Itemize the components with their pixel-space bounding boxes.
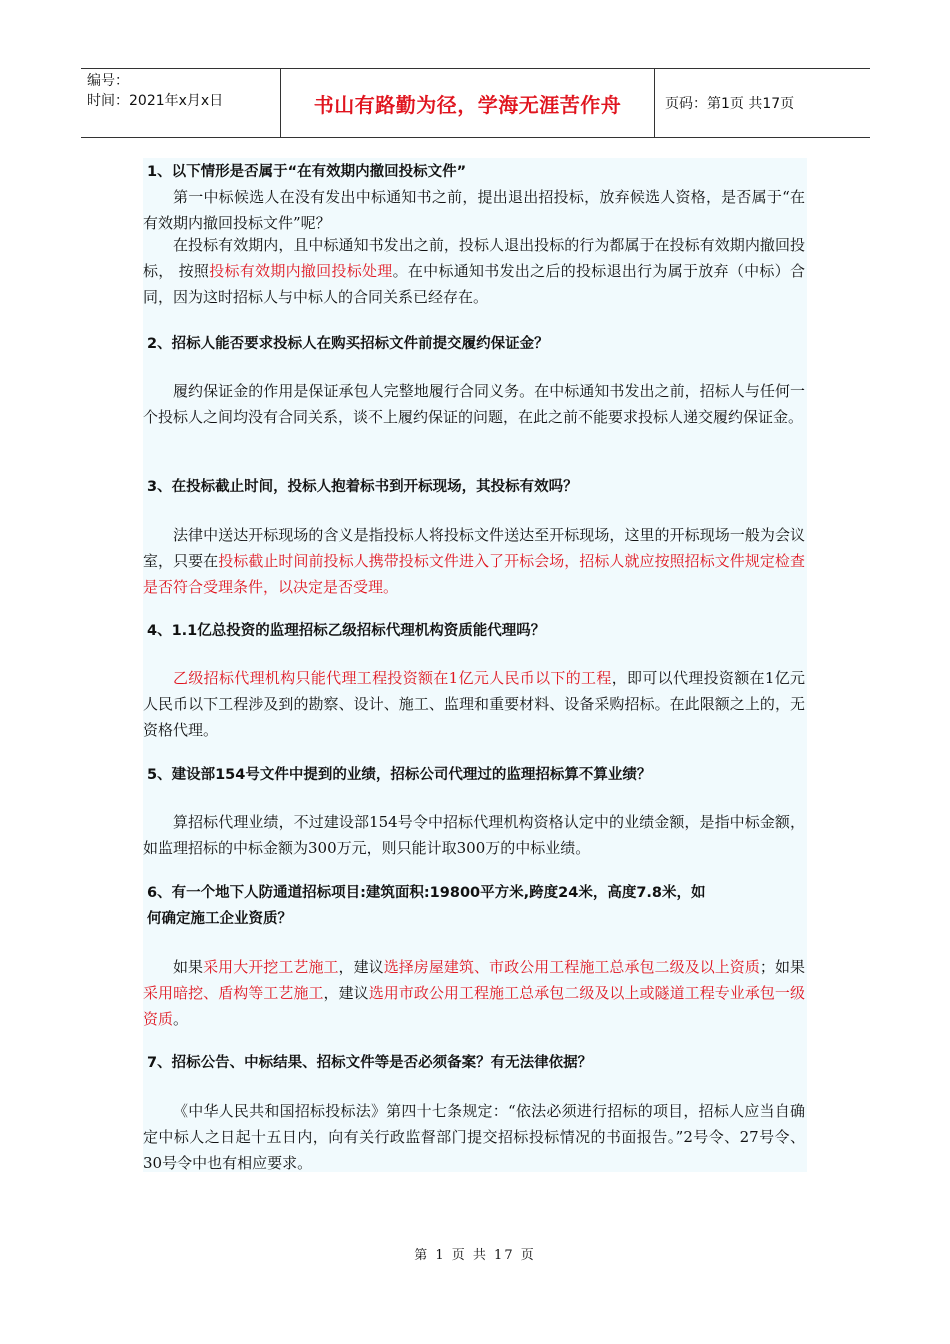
- text-span: 法律中送达开标现场的含义是指投标人将投标文件送达至开标现场，这里的开标现场一般为会议室，只要在: [143, 526, 805, 570]
- section-7-paragraph-1: 《中华人民共和国招标投标法》第四十七条规定：“依法必须进行招标的项目，招标人应当自确定中标人之日起十五日内，向有关行政监督部门提交招标投标情况的书面报告。”2号令、27号令、30号令中也有相应要求。: [143, 1102, 805, 1172]
- highlighted-text: 乙级招标代理机构只能代理工程投资额在1亿元人民币以下的工程: [173, 669, 612, 687]
- page-footer: 第 1 页 共 17 页: [414, 1248, 536, 1263]
- text-span: 在投标有效期内，且中标通知书发出之前，投标人退出投标的行为都属于在投标有效期内撤回投标， 按照: [143, 236, 805, 280]
- section-1-paragraph-2: [143, 232, 805, 310]
- text-span: 。在中标通知书发出之后的投标退出行为属于放弃（中标）合同，因为这时招标人与中标人的合同关系已经存在。: [143, 262, 805, 306]
- section-1-title: 1、以下情形是否属于“在有效期内撤回投标文件”: [147, 164, 467, 180]
- text-span: ；如果: [759, 958, 805, 976]
- section-1-paragraph-1: 第一中标候选人在没有发出中标通知书之前，提出退出招投标，放弃候选人资格，是否属于“在有效期内撤回投标文件”呢？: [143, 188, 805, 232]
- section-2-paragraph-1: 履约保证金的作用是保证承包人完整地履行合同义务。在中标通知书发出之前，招标人与任何一个投标人之间均没有合同关系，谈不上履约保证的问题，在此之前不能要求投标人递交履约保证金。: [143, 382, 805, 426]
- section-3-title: 3、在投标截止时间，投标人抱着标书到开标现场，其投标有效吗？: [147, 479, 578, 495]
- text-span: 。: [173, 1010, 189, 1028]
- section-2-title: 2、招标人能否要求投标人在购买招标文件前提交履约保证金？: [147, 336, 549, 352]
- document-number-label: 编号：: [87, 73, 129, 89]
- document-body: [143, 158, 807, 1172]
- highlighted-text: 采用暗挖、盾构等工艺施工: [143, 984, 324, 1002]
- document-date: 时间：2021年x月x日: [87, 93, 224, 109]
- highlighted-text: 投标有效期内撤回投标处理: [209, 262, 393, 280]
- text-span: 如果: [173, 958, 204, 976]
- section-5-title: 5、建设部154号文件中提到的业绩，招标公司代理过的监理招标算不算业绩？: [147, 767, 652, 783]
- text-span: ，即可以代理投资额在1亿元人民币以下工程涉及到的勘察、设计、施工、监理和重要材料、设备采购招标。在此限额之上的，无资格代理。: [143, 669, 806, 739]
- section-5-paragraph-1: 算招标代理业绩，不过建设部154号令中招标代理机构资格认定中的业绩金额，是指中标金额，如监理招标的中标金额为300万元，则只能计取300万的中标业绩。: [143, 813, 805, 857]
- highlighted-text: 选用市政公用工程施工总承包二级及以上或隧道工程专业承包一级资质: [143, 984, 805, 1028]
- header-meta: [81, 69, 281, 137]
- highlighted-text: 采用大开挖工艺施工: [203, 958, 339, 976]
- section-6-title-line-2: 何确定施工企业资质？: [147, 911, 292, 927]
- highlighted-text: 选择房屋建筑、市政公用工程施工总承包二级及以上资质: [383, 958, 760, 976]
- highlighted-text: 投标截止时间前投标人携带投标文件进入了开标会场，招标人就应按照招标文件规定检查是否符合受理条件，以决定是否受理。: [143, 552, 805, 596]
- section-6-title-line-1: 6、有一个地下人防通道招标项目:建筑面积:19800平方米,跨度24米，高度7.8米，如: [147, 885, 706, 901]
- text-span: ，建议: [323, 984, 369, 1002]
- text-span: ，建议: [338, 958, 384, 976]
- header-motto: 书山有路勤为径，学海无涯苦作舟: [281, 69, 655, 137]
- section-4-paragraph-1: [143, 665, 805, 743]
- page-header: [81, 68, 870, 138]
- section-4-title: 4、1.1亿总投资的监理招标乙级招标代理机构资质能代理吗？: [147, 623, 546, 639]
- section-7-title: 7、招标公告、中标结果、招标文件等是否必须备案？有无法律依据？: [147, 1055, 593, 1071]
- section-3-paragraph-1: [143, 522, 805, 600]
- section-6-paragraph-1: [143, 954, 805, 1032]
- header-page-info: 页码：第1页 共17页: [665, 96, 795, 112]
